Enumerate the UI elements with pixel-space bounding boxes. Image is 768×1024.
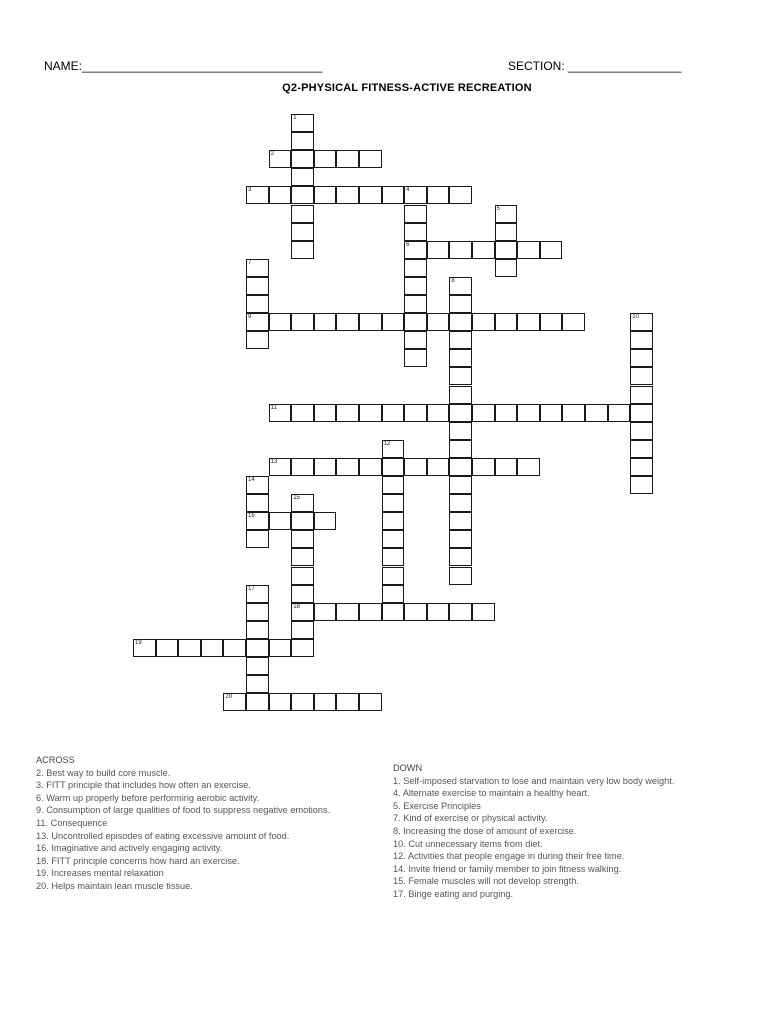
grid-cell[interactable]	[291, 114, 314, 132]
grid-cell[interactable]	[630, 422, 653, 440]
clue-number: 9	[248, 314, 252, 321]
down-clue: 8. Increasing the dose of amount of exercise.	[393, 825, 577, 836]
grid-cell[interactable]	[178, 639, 201, 657]
grid-cell[interactable]	[314, 458, 337, 476]
across-clue: 13. Uncontrolled episodes of eating excessive amount of food.	[36, 830, 290, 841]
grid-cell[interactable]	[630, 458, 653, 476]
grid-cell[interactable]	[630, 386, 653, 404]
grid-cell[interactable]	[246, 476, 269, 494]
grid-cell[interactable]	[449, 331, 472, 349]
grid-cell[interactable]	[246, 494, 269, 512]
grid-cell[interactable]	[359, 603, 382, 621]
grid-cell[interactable]	[359, 404, 382, 422]
grid-cell[interactable]	[336, 313, 359, 331]
grid-cell[interactable]	[382, 186, 405, 204]
grid-cell[interactable]	[336, 150, 359, 168]
grid-cell[interactable]	[314, 150, 337, 168]
across-clue: 6. Warm up properly before performing aerobic activity.	[36, 792, 260, 803]
grid-cell[interactable]	[449, 548, 472, 566]
grid-cell[interactable]	[404, 313, 427, 331]
grid-cell[interactable]	[291, 548, 314, 566]
grid-cell[interactable]	[156, 639, 179, 657]
grid-cell[interactable]	[630, 476, 653, 494]
grid-cell[interactable]	[495, 205, 518, 223]
grid-cell[interactable]	[336, 458, 359, 476]
grid-cell[interactable]	[133, 639, 156, 657]
grid-cell[interactable]	[291, 494, 314, 512]
grid-cell[interactable]	[291, 530, 314, 548]
clue-number: 19	[135, 639, 142, 646]
grid-cell[interactable]	[404, 603, 427, 621]
grid-cell[interactable]	[427, 404, 450, 422]
grid-cell[interactable]	[427, 186, 450, 204]
down-heading: DOWN	[393, 763, 423, 773]
across-clue: 19. Increases mental relaxation	[36, 868, 164, 879]
down-clue: 4. Alternate exercise to maintain a healthy heart.	[393, 788, 590, 799]
grid-cell[interactable]	[246, 585, 269, 603]
grid-cell[interactable]	[404, 259, 427, 277]
across-clue: 20. Helps maintain lean muscle tissue.	[36, 880, 193, 891]
down-clue: 1. Self-imposed starvation to lose and maintain very low body weight.	[393, 775, 675, 786]
grid-cell[interactable]	[359, 150, 382, 168]
clue-number: 12	[383, 440, 391, 447]
grid-cell[interactable]	[359, 693, 382, 711]
grid-cell[interactable]	[404, 241, 427, 259]
grid-cell[interactable]	[630, 404, 653, 422]
grid-cell[interactable]	[382, 512, 405, 530]
grid-cell[interactable]	[382, 585, 405, 603]
grid-cell[interactable]	[427, 603, 450, 621]
grid-cell[interactable]	[291, 205, 314, 223]
grid-cell[interactable]	[359, 313, 382, 331]
grid-cell[interactable]	[449, 295, 472, 313]
grid-cell[interactable]	[630, 367, 653, 385]
clue-number: 7	[248, 259, 252, 266]
down-clue: 17. Binge eating and purging.	[393, 888, 514, 899]
grid-cell[interactable]	[382, 567, 405, 585]
grid-cell[interactable]	[449, 404, 472, 422]
clue-number: 10	[632, 314, 639, 321]
grid-cell[interactable]	[382, 313, 405, 331]
grid-cell[interactable]	[223, 693, 246, 711]
grid-cell[interactable]	[269, 150, 292, 168]
grid-cell[interactable]	[246, 259, 269, 277]
grid-cell[interactable]	[314, 313, 337, 331]
grid-cell[interactable]	[314, 693, 337, 711]
grid-cell[interactable]	[449, 422, 472, 440]
grid-cell[interactable]	[630, 313, 653, 331]
grid-cell[interactable]	[291, 693, 314, 711]
grid-cell[interactable]	[404, 331, 427, 349]
grid-cell[interactable]	[269, 512, 292, 530]
grid-cell[interactable]	[404, 186, 427, 204]
worksheet-title: Q2-PHYSICAL FITNESS-ACTIVE RECREATION	[282, 82, 532, 94]
grid-cell[interactable]	[314, 603, 337, 621]
grid-cell[interactable]	[449, 530, 472, 548]
clue-number: 16	[248, 513, 255, 520]
clue-number: 3	[248, 187, 252, 194]
section-label: SECTION:	[508, 59, 565, 73]
grid-cell[interactable]	[404, 458, 427, 476]
grid-cell[interactable]	[495, 313, 518, 331]
grid-cell[interactable]	[382, 476, 405, 494]
grid-cell[interactable]	[359, 186, 382, 204]
grid-cell[interactable]	[472, 313, 495, 331]
clue-number: 13	[270, 458, 278, 465]
grid-cell[interactable]	[291, 639, 314, 657]
grid-cell[interactable]	[269, 186, 292, 204]
grid-cell[interactable]	[246, 295, 269, 313]
grid-cell[interactable]	[291, 512, 314, 530]
grid-cell[interactable]	[495, 259, 518, 277]
name-label: NAME:	[44, 59, 83, 73]
across-clue: 16. Imaginative and actively engaging activity.	[36, 843, 223, 854]
grid-cell[interactable]	[404, 349, 427, 367]
grid-cell[interactable]	[449, 458, 472, 476]
grid-cell[interactable]	[291, 458, 314, 476]
down-clue: 14. Invite friend or family member to join fitness walking.	[393, 863, 622, 874]
grid-cell[interactable]	[585, 404, 608, 422]
grid-cell[interactable]	[382, 440, 405, 458]
grid-cell[interactable]	[201, 639, 224, 657]
grid-cell[interactable]	[223, 639, 246, 657]
grid-cell[interactable]	[291, 168, 314, 186]
grid-cell[interactable]	[246, 675, 269, 693]
grid-cell[interactable]	[336, 693, 359, 711]
across-heading: ACROSS	[36, 755, 75, 765]
clue-number: 11	[270, 404, 277, 411]
grid-cell[interactable]	[314, 186, 337, 204]
grid-cell[interactable]	[291, 241, 314, 259]
grid-cell[interactable]	[472, 458, 495, 476]
grid-cell[interactable]	[517, 458, 540, 476]
grid-cell[interactable]	[291, 186, 314, 204]
grid-cell[interactable]	[314, 512, 337, 530]
clue-number: 20	[225, 694, 233, 701]
grid-cell[interactable]	[382, 530, 405, 548]
grid-cell[interactable]	[291, 404, 314, 422]
grid-cell[interactable]	[291, 132, 314, 150]
grid-cell[interactable]	[246, 313, 269, 331]
section-blank[interactable]: _________________	[568, 59, 682, 73]
grid-cell[interactable]	[382, 548, 405, 566]
clue-number: 6	[406, 241, 410, 248]
grid-cell[interactable]	[449, 241, 472, 259]
grid-cell[interactable]	[608, 404, 631, 422]
grid-cell[interactable]	[517, 404, 540, 422]
grid-cell[interactable]	[336, 186, 359, 204]
clue-number: 1	[293, 115, 297, 121]
grid-cell[interactable]	[291, 585, 314, 603]
grid-cell[interactable]	[404, 404, 427, 422]
grid-cell[interactable]	[449, 349, 472, 367]
grid-cell[interactable]	[562, 313, 585, 331]
grid-cell[interactable]	[359, 458, 382, 476]
grid-cell[interactable]	[449, 186, 472, 204]
grid-cell[interactable]	[246, 621, 269, 639]
grid-cell[interactable]	[427, 313, 450, 331]
grid-cell[interactable]	[269, 639, 292, 657]
grid-cell[interactable]	[404, 205, 427, 223]
grid-cell[interactable]	[246, 331, 269, 349]
grid-cell[interactable]	[540, 241, 563, 259]
grid-cell[interactable]	[630, 349, 653, 367]
grid-cell[interactable]	[449, 367, 472, 385]
across-clue: 2. Best way to build core muscle.	[36, 767, 171, 778]
grid-cell[interactable]	[449, 512, 472, 530]
grid-cell[interactable]	[382, 404, 405, 422]
clue-number: 2	[270, 151, 274, 158]
grid-cell[interactable]	[336, 603, 359, 621]
grid-cell[interactable]	[246, 186, 269, 204]
grid-cell[interactable]	[382, 494, 405, 512]
grid-cell[interactable]	[269, 313, 292, 331]
clue-number: 15	[293, 495, 300, 502]
grid-cell[interactable]	[495, 241, 518, 259]
grid-cell[interactable]	[404, 223, 427, 241]
grid-cell[interactable]	[517, 313, 540, 331]
clue-number: 5	[496, 205, 500, 212]
grid-cell[interactable]	[336, 404, 359, 422]
down-clue: 10. Cut unnecessary items from diet.	[393, 838, 543, 849]
grid-cell[interactable]	[291, 313, 314, 331]
grid-cell[interactable]	[269, 693, 292, 711]
down-clue: 15. Female muscles will not develop strength.	[393, 876, 579, 887]
clue-number: 14	[248, 477, 255, 483]
grid-cell[interactable]	[630, 440, 653, 458]
grid-cell[interactable]	[495, 223, 518, 241]
across-clue: 3. FITT principle that includes how often an exercise.	[36, 780, 251, 791]
across-clue: 18. FITT principle concerns how hard an exercise.	[36, 855, 240, 866]
grid-cell[interactable]	[291, 150, 314, 168]
grid-cell[interactable]	[314, 404, 337, 422]
grid-cell[interactable]	[246, 639, 269, 657]
grid-cell[interactable]	[449, 386, 472, 404]
grid-cell[interactable]	[449, 313, 472, 331]
grid-cell[interactable]	[269, 458, 292, 476]
grid-cell[interactable]	[495, 404, 518, 422]
down-clue: 7. Kind of exercise or physical activity.	[393, 813, 548, 824]
grid-cell[interactable]	[449, 567, 472, 585]
across-clue: 11. Consequence	[36, 817, 108, 828]
grid-cell[interactable]	[449, 476, 472, 494]
grid-cell[interactable]	[630, 331, 653, 349]
grid-cell[interactable]	[246, 693, 269, 711]
clue-number: 4	[406, 187, 410, 194]
grid-cell[interactable]	[449, 440, 472, 458]
grid-cell[interactable]	[291, 223, 314, 241]
grid-cell[interactable]	[472, 241, 495, 259]
grid-cell[interactable]	[246, 530, 269, 548]
down-clue: 5. Exercise Principles	[393, 800, 481, 811]
grid-cell[interactable]	[449, 277, 472, 295]
grid-cell[interactable]	[495, 458, 518, 476]
clue-number: 17	[248, 585, 255, 592]
grid-cell[interactable]	[562, 404, 585, 422]
grid-cell[interactable]	[291, 603, 314, 621]
grid-cell[interactable]	[404, 295, 427, 313]
grid-cell[interactable]	[404, 277, 427, 295]
grid-cell[interactable]	[382, 603, 405, 621]
clue-number: 8	[451, 277, 455, 284]
grid-cell[interactable]	[517, 241, 540, 259]
grid-cell[interactable]	[246, 603, 269, 621]
grid-cell[interactable]	[427, 241, 450, 259]
grid-cell[interactable]	[472, 603, 495, 621]
grid-cell[interactable]	[269, 404, 292, 422]
grid-cell[interactable]	[540, 313, 563, 331]
grid-cell[interactable]	[449, 603, 472, 621]
grid-cell[interactable]	[246, 277, 269, 295]
grid-cell[interactable]	[382, 458, 405, 476]
grid-cell[interactable]	[246, 657, 269, 675]
grid-cell[interactable]	[427, 458, 450, 476]
across-clue: 9. Consumption of large qualities of food to suppress negative emotions.	[36, 805, 331, 816]
clue-number: 18	[293, 603, 300, 610]
grid-cell[interactable]	[540, 404, 563, 422]
grid-cell[interactable]	[472, 404, 495, 422]
down-clue: 12. Activities that people engage in during their free time.	[393, 851, 625, 862]
grid-cell[interactable]	[449, 494, 472, 512]
grid-cell[interactable]	[246, 512, 269, 530]
grid-cell[interactable]	[291, 621, 314, 639]
name-blank[interactable]: ____________________________________	[82, 59, 323, 73]
down-clues	[393, 762, 674, 901]
grid-cell[interactable]	[291, 567, 314, 585]
across-clues	[36, 754, 330, 893]
